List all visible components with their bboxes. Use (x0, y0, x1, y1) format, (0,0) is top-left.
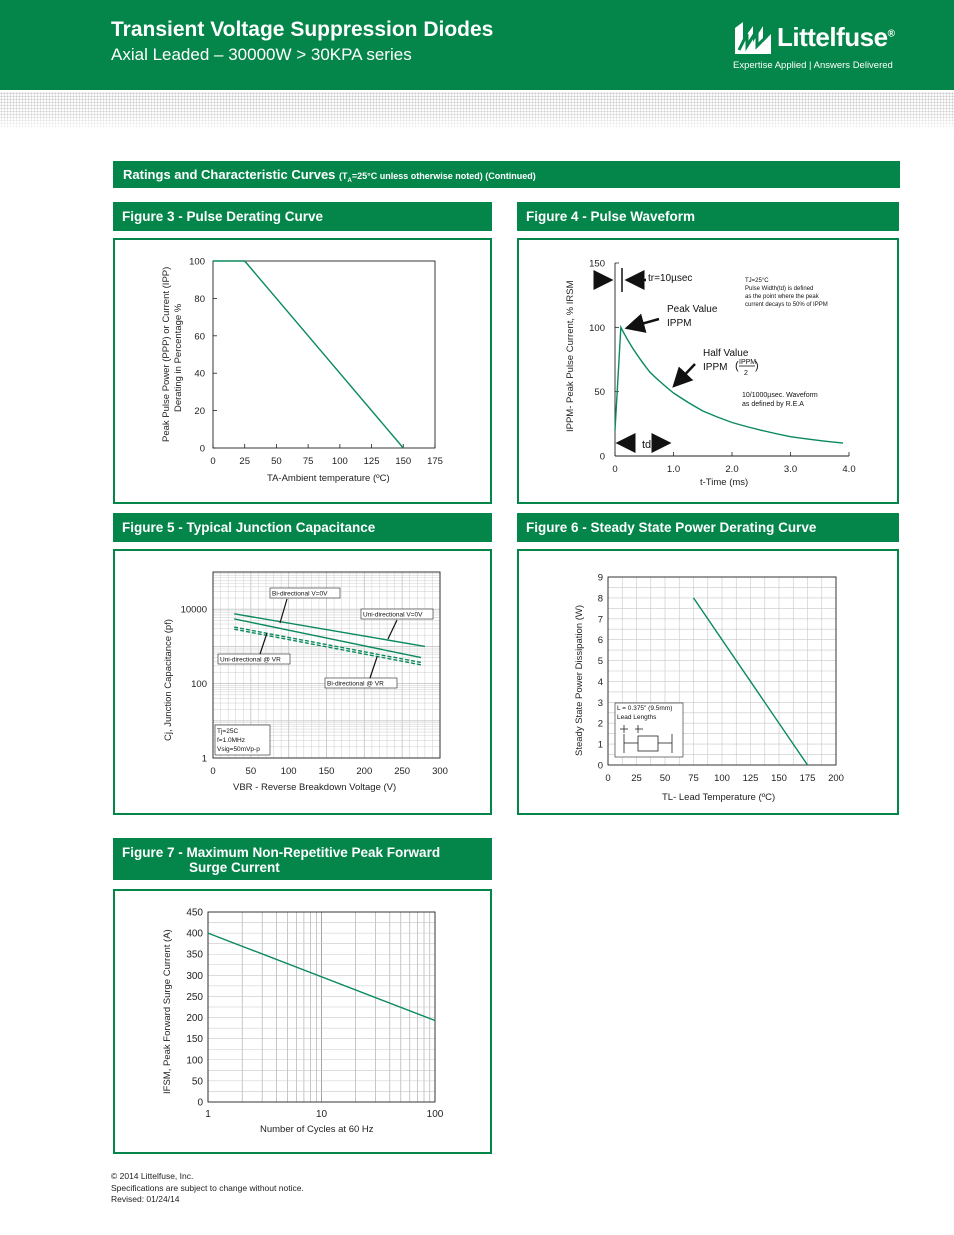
fig3-xtick-label: 175 (427, 456, 443, 467)
fig6-xtick-label: 175 (799, 773, 816, 784)
fig4-half-frac-den: 2 (744, 370, 748, 377)
fig4-cond-4: current decays to 50% of IPPM (745, 302, 828, 308)
fig5-ylabel: Cj, Junction Capacitance (pf) (163, 619, 174, 741)
section-title: Ratings and Characteristic Curves ($T_A=25^\circ C$ unless otherwise noted) (Continued) (123, 167, 536, 184)
page-footer (111, 1171, 304, 1206)
fig4-tr-label: tr=10µsec (648, 273, 693, 284)
fig4-half-frac-num: IPPM (739, 359, 757, 366)
document-subtitle: Axial Leaded – 30000W > 30KPA series (111, 45, 412, 64)
fig5-cond-3: Vsig=50mVp-p (217, 746, 260, 753)
fig6-ytick-label: 6 (597, 635, 603, 647)
fig4-title-bar (517, 202, 899, 231)
fig4-half-paren-open: ( (735, 360, 739, 372)
logo-tagline: Expertise Applied | Answers Delivered (733, 60, 893, 71)
fig3-ytick-label: 0 (199, 443, 205, 455)
fig7-xtick-label: 1 (205, 1109, 211, 1120)
fig7-ytick-label: 450 (186, 907, 203, 919)
fig5-label-bi-0v: Bi-directional V=0V (272, 590, 328, 598)
littelfuse-fuse-icon (733, 20, 773, 56)
fig7-title-bar (113, 838, 492, 880)
fig4-xtick-label: 2.0 (725, 464, 739, 475)
fig4-td-label: td (642, 439, 652, 451)
fig7-ylabel: IFSM, Peak Forward Surge Current (A) (162, 929, 173, 1094)
fig6-ytick-label: 8 (597, 593, 603, 605)
fig5-label-uni-vr: Uni-directional @ VR (220, 656, 281, 664)
fig6-lead-1: L = 0.375" (9.5mm) (617, 705, 673, 712)
fig4-wave-2: as defined by R.E.A (742, 401, 804, 408)
fig3-derating-line (213, 261, 403, 448)
fig7-chart-box (113, 889, 492, 1154)
fig3-xtick-label: 50 (271, 456, 282, 467)
fig5-title-bar (113, 513, 492, 542)
fig6-ytick-label: 7 (597, 614, 603, 626)
section-note: ($T_A=25^\circ C$ unless otherwise noted) (Continued) (339, 171, 536, 184)
fig5-ytick-label: 10000 (180, 604, 207, 616)
footer-revision: Revised: 01/24/14 (111, 1194, 180, 1204)
fig4-half-label: Half Value (703, 348, 749, 359)
fig4-xtick-label: 3.0 (783, 464, 798, 475)
fig6-xtick-label: 75 (688, 773, 699, 784)
fig4-cond-1: TJ=25°C (745, 278, 769, 284)
fig7-ytick-label: 50 (191, 1076, 203, 1088)
fig3-xtick-label: 0 (210, 456, 216, 467)
fig5-xtick-label: 250 (394, 766, 411, 777)
fig5-xtick-label: 0 (210, 766, 216, 777)
fig4-ytick-label: 0 (599, 451, 605, 463)
fig6-ytick-label: 2 (597, 718, 603, 730)
fig5-xtick-label: 100 (280, 766, 297, 777)
fig6-ytick-label: 9 (597, 572, 603, 584)
fig7-xlabel: Number of Cycles at 60 Hz (260, 1124, 374, 1135)
fig3-ytick-label: 80 (194, 293, 205, 305)
fig5-label-uni-0v: Uni-directional V=0V (363, 611, 423, 619)
fig4-chart-box (517, 238, 899, 504)
fig7-title-1: Figure 7 - Maximum Non-Repetitive Peak Forward (122, 845, 441, 860)
fig6-xtick-label: 150 (771, 773, 787, 784)
fig4-ytick-label: 150 (589, 258, 605, 270)
fig3-ylabel: Peak Pulse Power (PPP) or Current (IPP) (161, 266, 172, 442)
fig5-ytick-label: 1 (201, 753, 207, 765)
fig4-xtick-label: 0 (612, 464, 618, 475)
fig3-ylabel2: Derating in Percentage % (173, 303, 184, 412)
fig7-xtick-label: 10 (315, 1109, 328, 1120)
littelfuse-logo[interactable] (733, 20, 923, 75)
fig6-xtick-label: 25 (631, 773, 642, 784)
fig6-title: Figure 6 - Steady State Power Derating Curve (526, 520, 817, 535)
fig4-xlabel: t-Time (ms) (700, 477, 749, 488)
fig4-cond-2: Pulse Width(td) is defined (745, 286, 814, 292)
fig4-chart (519, 240, 897, 502)
fig6-chart (519, 551, 897, 813)
fig5-chart-box (113, 549, 492, 815)
fig5-title: Figure 5 - Typical Junction Capacitance (122, 520, 376, 535)
fig6-ytick-label: 0 (597, 760, 603, 772)
logo-wordmark: Littelfuse® (777, 22, 895, 52)
fig4-xtick-label: 1.0 (666, 464, 681, 475)
fig6-ylabel: Steady State Power Dissipation (W) (574, 604, 585, 756)
fig3-title: Figure 3 - Pulse Derating Curve (122, 209, 324, 224)
fig7-xtick-label: 100 (426, 1109, 444, 1120)
fig6-xtick-label: 50 (659, 773, 671, 784)
fig5-label-bi-vr: Bi-directional @ VR (327, 680, 384, 688)
fig6-ytick-label: 5 (597, 656, 603, 668)
fig6-xtick-label: 0 (605, 773, 611, 784)
fig3-ytick-label: 40 (194, 368, 205, 380)
fig5-xtick-label: 150 (318, 766, 335, 777)
fig7-ytick-label: 150 (186, 1034, 203, 1046)
fig7-chart (115, 891, 490, 1152)
fig3-chart-box (113, 238, 492, 504)
fig6-ytick-label: 1 (597, 739, 603, 751)
fig4-xtick-label: 4.0 (842, 464, 856, 475)
fig6-ytick-label: 4 (597, 676, 603, 688)
fig4-peak-label: Peak Value (667, 304, 718, 315)
fig5-series-line-2 (234, 619, 421, 658)
fig6-xtick-label: 100 (714, 773, 730, 784)
fig3-chart (115, 240, 490, 502)
fig4-ylabel: IPPM- Peak Pulse Current, % IRSM (565, 280, 576, 432)
fig4-peak-arrow (627, 319, 659, 328)
fig7-ytick-label: 100 (186, 1055, 203, 1067)
fig4-ytick-label: 100 (589, 322, 605, 334)
fig7-ytick-label: 200 (186, 1013, 203, 1025)
section-title-bar (113, 161, 900, 188)
fig5-xtick-label: 300 (432, 766, 448, 777)
fig7-ytick-label: 350 (186, 949, 203, 961)
footer-disclaimer: Specifications are subject to change without notice. (111, 1182, 304, 1193)
fig4-cond-3: as the point where the peak (745, 294, 819, 300)
fig5-xtick-label: 50 (245, 766, 257, 777)
fig4-half-symbol: IPPM (703, 362, 728, 373)
fig5-xlabel: VBR - Reverse Breakdown Voltage (V) (233, 782, 397, 793)
fig5-cond-1: Tj=25C (217, 728, 239, 735)
page-header (0, 0, 954, 90)
fig3-xtick-label: 125 (363, 456, 380, 467)
document-title: Transient Voltage Suppression Diodes (111, 18, 494, 41)
fig4-wave-1: 10/1000µsec. Waveform (742, 392, 818, 399)
fig6-lead-2: Lead Lengths (617, 714, 657, 721)
fig5-chart (115, 551, 490, 813)
fig6-title-bar (517, 513, 899, 542)
fig7-title-2: Surge Current (189, 860, 280, 875)
fig3-ytick-label: 60 (194, 331, 205, 343)
fig3-xlabel: TA-Ambient temperature (ºC) (267, 473, 390, 484)
fig5-pointer-uni-0v (388, 620, 397, 639)
fig4-ytick-label: 50 (594, 387, 605, 399)
fig6-diode-body-icon (638, 736, 658, 751)
fig6-ytick-label: 3 (597, 697, 603, 709)
fig7-ytick-label: 400 (186, 928, 203, 940)
fig7-ytick-label: 0 (197, 1097, 203, 1109)
dot-pattern-fade (0, 92, 954, 130)
fig7-ytick-label: 300 (186, 970, 203, 982)
fig5-ytick-label: 100 (191, 679, 207, 691)
fig5-xtick-label: 200 (356, 766, 373, 777)
fig5-cond-2: f=1.0MHz (217, 737, 245, 744)
fig6-xtick-label: 200 (828, 773, 844, 784)
fig4-half-arrow (674, 364, 695, 386)
fig3-xtick-label: 75 (302, 456, 314, 467)
fig3-xtick-label: 150 (395, 456, 412, 467)
fig3-title-bar (113, 202, 492, 231)
fig4-waveform-curve (615, 327, 843, 443)
fig3-ytick-label: 20 (194, 406, 205, 418)
fig6-chart-box (517, 549, 899, 815)
fig4-half-paren-close: ) (755, 360, 759, 372)
fig5-pointer-bi-vr (370, 657, 377, 678)
footer-copyright: © 2014 Littelfuse, Inc. (111, 1171, 194, 1181)
fig7-ytick-label: 250 (186, 991, 203, 1003)
fig6-xtick-label: 125 (742, 773, 759, 784)
fig6-xlabel: TL- Lead Temperature (ºC) (662, 792, 776, 803)
fig3-xtick-label: 100 (331, 456, 348, 467)
fig4-peak-symbol: IPPM (667, 318, 692, 329)
fig3-ytick-label: 100 (189, 256, 205, 268)
fig3-xtick-label: 25 (239, 456, 251, 467)
fig4-title: Figure 4 - Pulse Waveform (526, 209, 696, 224)
